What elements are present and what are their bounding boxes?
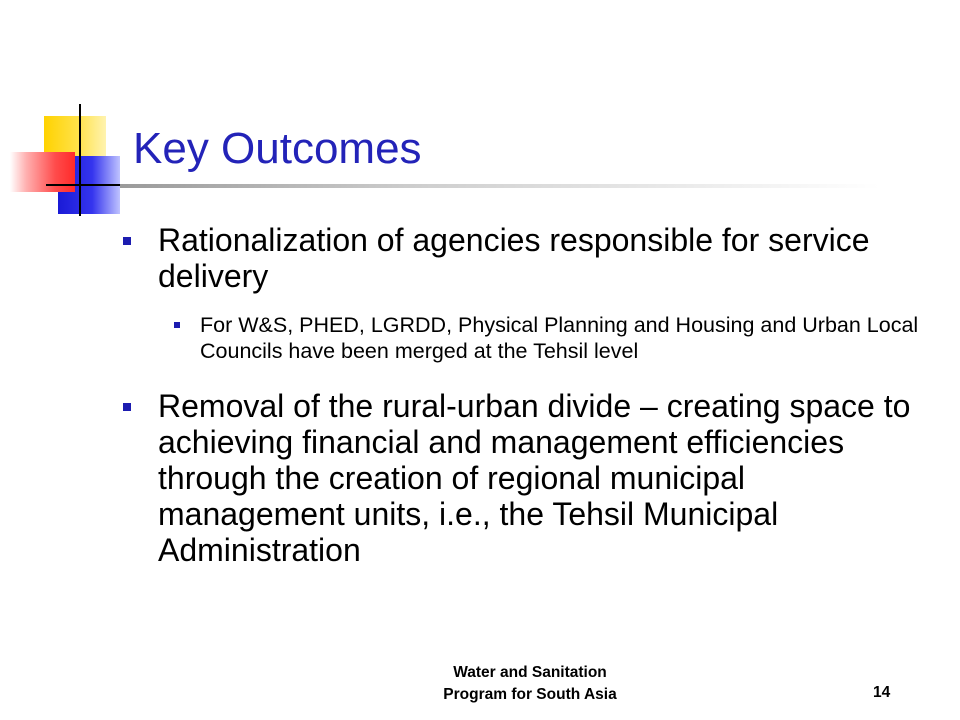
- footer-text: [390, 662, 670, 706]
- slide-title: Key Outcomes: [133, 124, 422, 173]
- bullet-text: Removal of the rural-urban divide – creating space to achieving financial and management efficiencies through the creation of regional municipal management units, i.e., the Tehsil Municipal Administration: [158, 388, 911, 568]
- sub-bullet-text: For W&S, PHED, LGRDD, Physical Planning and Housing and Urban Local Councils have been merged at the Tehsil level: [200, 313, 919, 363]
- red-square-decoration: [10, 152, 75, 192]
- bullet-item: [120, 222, 920, 294]
- sub-bullet-item: [120, 312, 920, 364]
- page-number: 14: [873, 684, 891, 701]
- square-bullet-icon: [174, 322, 180, 328]
- vertical-line-decoration: [79, 104, 81, 216]
- bullet-text: Rationalization of agencies responsible for service delivery: [158, 222, 870, 294]
- bullet-item: [120, 388, 920, 568]
- template-logo: [0, 0, 140, 230]
- footer-line-1: Water and Sanitation: [453, 664, 607, 681]
- square-bullet-icon: [123, 237, 131, 245]
- square-bullet-icon: [123, 403, 131, 411]
- slide-body: [120, 222, 920, 568]
- footer-line-2: Program for South Asia: [443, 686, 617, 703]
- title-underline: [120, 184, 880, 188]
